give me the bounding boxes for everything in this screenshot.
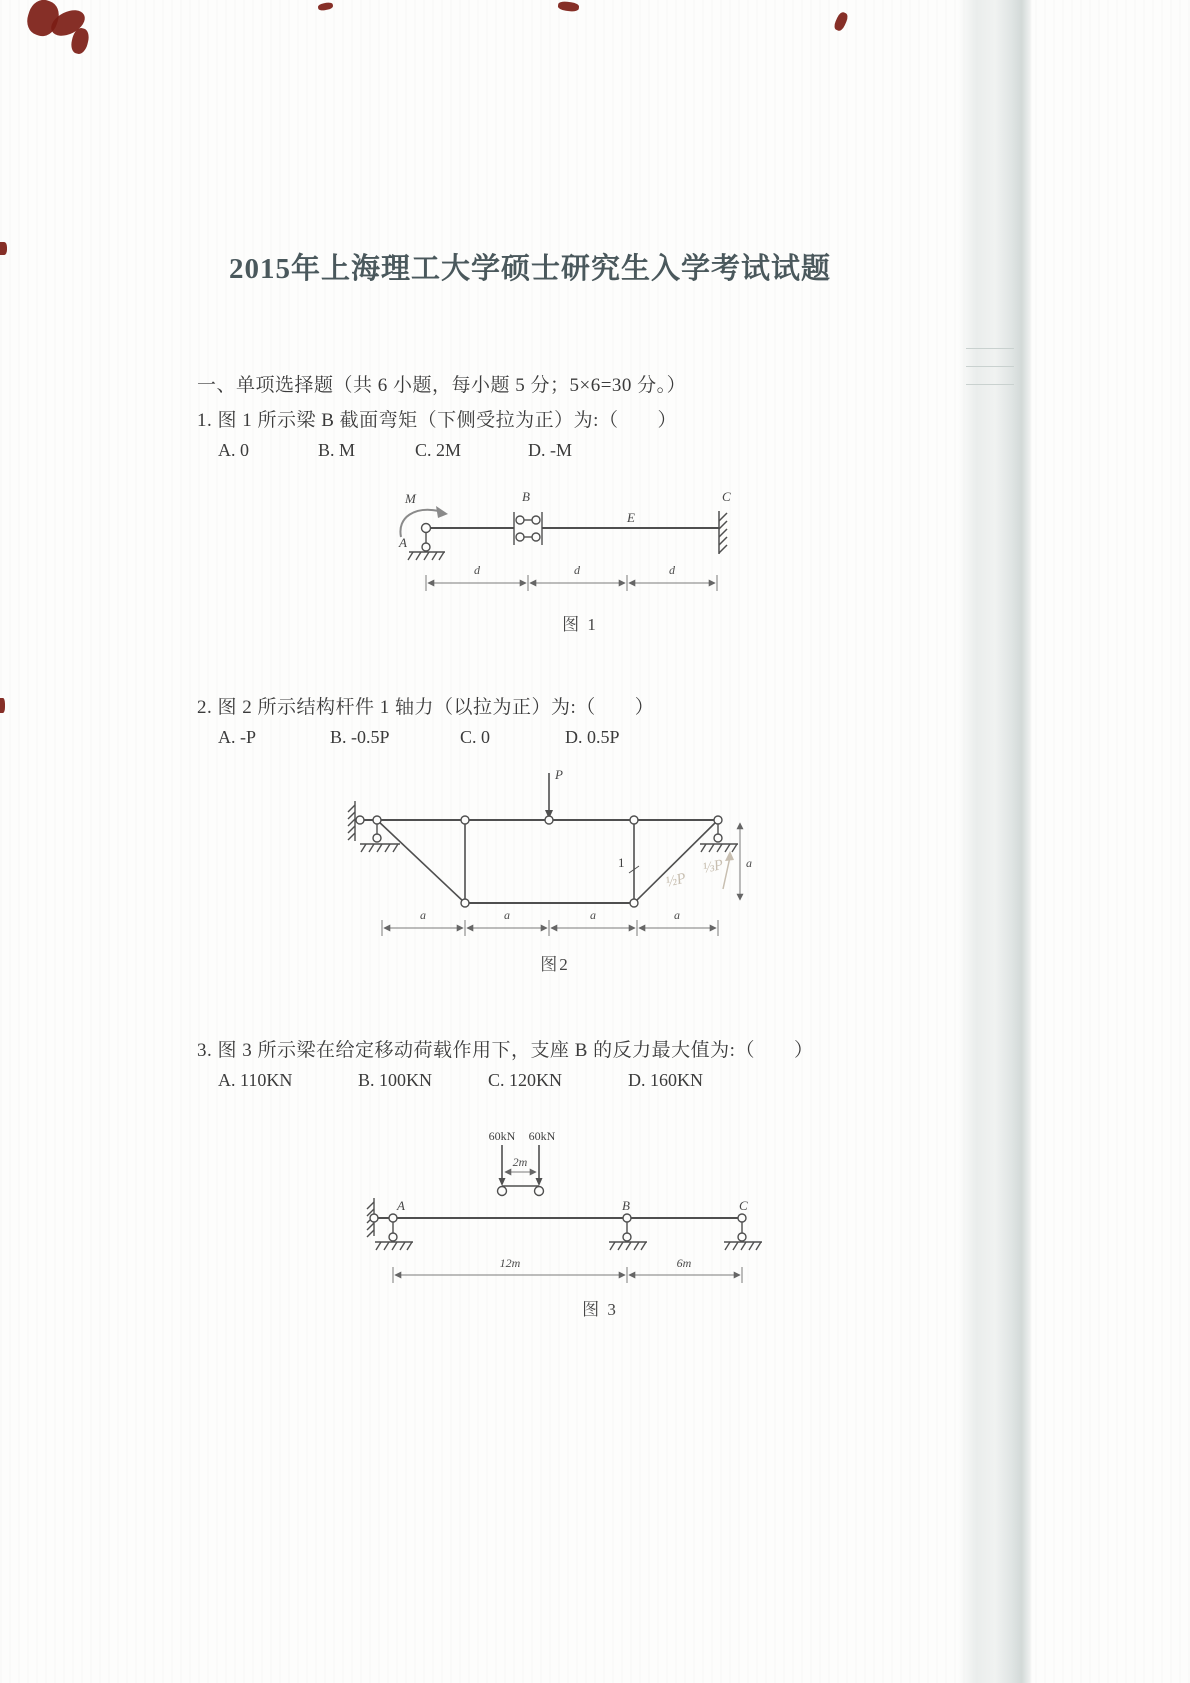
option-q1-a: A. 0: [218, 440, 249, 460]
support-a: [367, 1198, 413, 1250]
figure-3-caption: 图 3: [582, 1300, 618, 1319]
figure-3-moving-load-diagram: [350, 1118, 770, 1288]
option-q1-d: D. -M: [528, 440, 572, 460]
double-link-joint-b: [514, 512, 542, 545]
dim-ab-label: 12m: [499, 1256, 521, 1270]
pencil-arrow: [723, 857, 730, 889]
pencil-note-1: ½P: [664, 870, 688, 891]
support-c-label: C: [739, 1198, 748, 1213]
load-p-arrow: [545, 773, 553, 819]
axle-spacing-label: 2m: [512, 1155, 528, 1169]
pencil-handwriting: [664, 851, 734, 891]
scan-artifact-line: [966, 384, 1014, 385]
question-3-text: 3. 图 3 所示梁在给定移动荷载作用下，支座 B 的反力最大值为:（ ）: [197, 1040, 814, 1061]
scan-artifact-line: [966, 366, 1014, 367]
option-q3-b: B. 100KN: [358, 1070, 433, 1090]
option-q3-c: C. 120KN: [488, 1070, 563, 1090]
support-b: [609, 1214, 647, 1250]
truss-chords: [360, 820, 718, 903]
question-1-options: [0, 440, 1190, 464]
question-2-text: 2. 图 2 所示结构杆件 1 轴力（以拉为正）为:（ ）: [197, 697, 655, 718]
dim-d-2: d: [574, 563, 580, 577]
right-link-support: [700, 824, 738, 852]
pencil-note-2: ⅓P: [701, 857, 725, 877]
red-ink-mark: [0, 698, 5, 713]
fixed-support-c: [719, 511, 727, 554]
truss-nodes: [373, 816, 722, 907]
option-q2-b: B. -0.5P: [330, 727, 390, 747]
dim-d-1: d: [474, 563, 480, 577]
figure-2-truss-diagram: [330, 715, 760, 940]
option-q2-c: C. 0: [460, 727, 491, 747]
option-q2-d: D. 0.5P: [565, 727, 620, 747]
support-a-label: A: [397, 1198, 405, 1213]
question-1-text: 1. 图 1 所示梁 B 截面弯矩（下侧受拉为正）为:（ ）: [197, 410, 677, 431]
section-heading: 一、单项选择题（共 6 小题，每小题 5 分；5×6=30 分。）: [197, 375, 687, 396]
support-c: [724, 1214, 762, 1250]
load-wheels: [498, 1186, 544, 1196]
span-dim-2: a: [504, 908, 510, 922]
member-1-label: 1: [618, 855, 625, 870]
figure-1-caption: 图 1: [562, 615, 598, 634]
figure-2-caption: 图2: [540, 955, 570, 974]
dimension-line: [426, 575, 717, 591]
question-3-options: [0, 1070, 1190, 1094]
joint-b-label: B: [522, 489, 530, 504]
segment-e-label: E: [627, 510, 635, 525]
support-b-label: B: [622, 1198, 630, 1213]
dim-bc-label: 6m: [676, 1256, 692, 1270]
scan-fold-band: [958, 0, 1032, 1683]
left-wall-support: [348, 801, 364, 841]
pencil-arrowhead: [725, 851, 734, 861]
load-60kn-right-label: 60kN: [528, 1129, 556, 1143]
red-ink-mark: [833, 11, 850, 32]
red-ink-mark: [0, 242, 7, 255]
truss-members: [377, 820, 718, 903]
span-dimension-line: [382, 920, 718, 936]
figure-1-beam-diagram: [395, 485, 740, 603]
page-title: 2015年上海理工大学硕士研究生入学考试试题: [228, 253, 831, 285]
left-link-support: [360, 824, 400, 852]
option-q1-b: B. M: [318, 440, 356, 460]
dim-d-3: d: [669, 563, 675, 577]
height-dim-label: a: [746, 856, 752, 870]
option-q1-c: C. 2M: [415, 440, 462, 460]
red-ink-mark: [318, 2, 334, 11]
red-ink-mark: [558, 1, 580, 12]
option-q2-a: A. -P: [218, 727, 257, 747]
span-dim-4: a: [674, 908, 680, 922]
wall-c-label: C: [722, 489, 731, 504]
scan-artifact-line: [966, 348, 1014, 349]
option-q3-a: A. 110KN: [218, 1070, 293, 1090]
support-a-label: A: [399, 535, 407, 550]
span-dim-3: a: [590, 908, 596, 922]
option-q3-d: D. 160KN: [628, 1070, 703, 1090]
moment-label: M: [405, 491, 416, 506]
load-60kn-left-label: 60kN: [488, 1129, 516, 1143]
span-dim-1: a: [420, 908, 426, 922]
load-p-label: P: [555, 767, 563, 782]
